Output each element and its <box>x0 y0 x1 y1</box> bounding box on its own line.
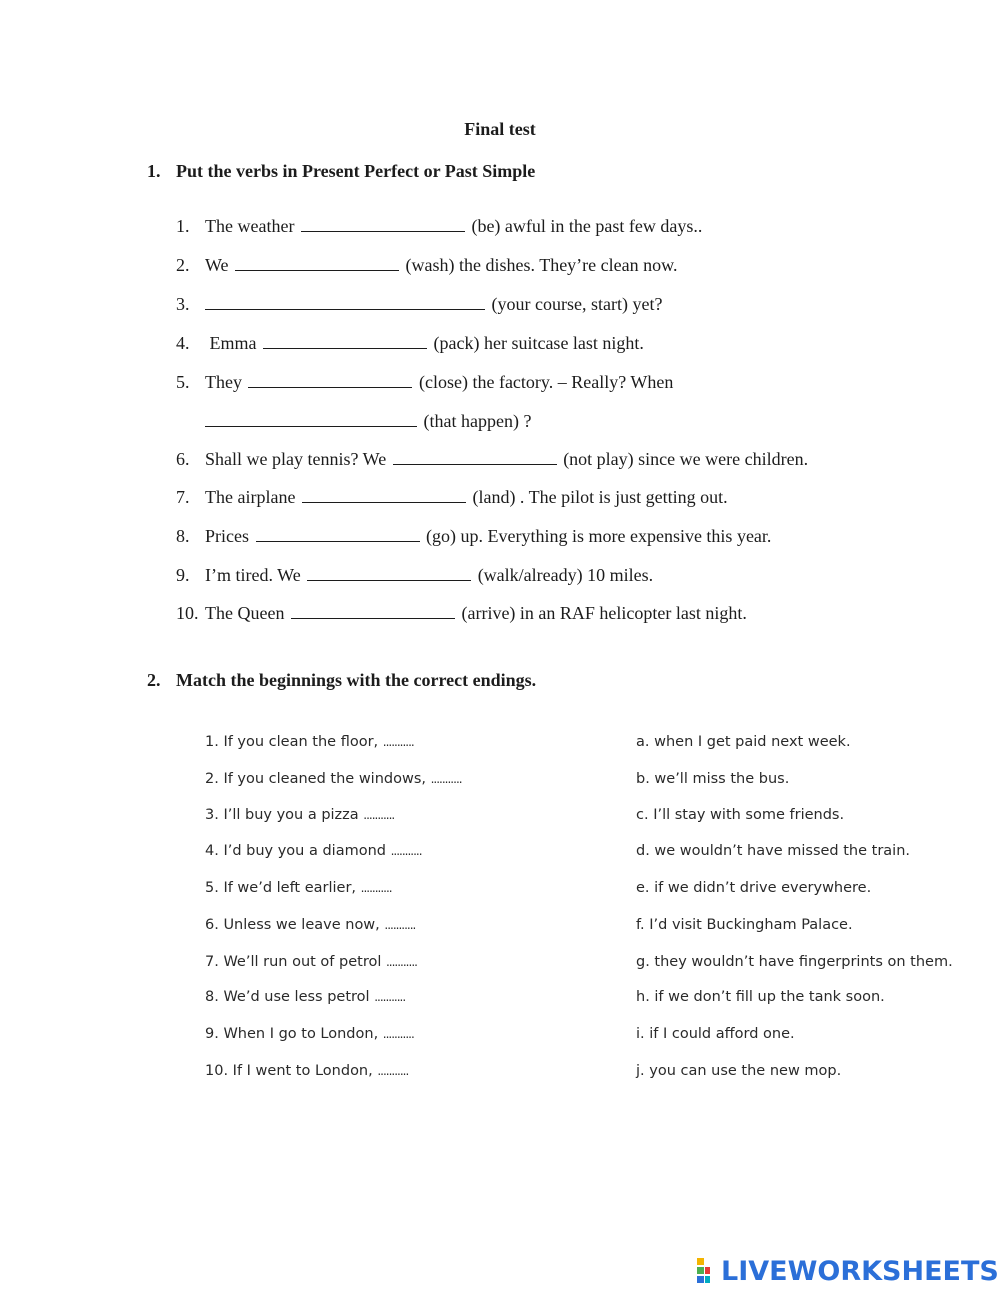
section-1-title: Put the verbs in Present Perfect or Past Simple <box>176 161 536 181</box>
exercise-item: 10. The Queen (arrive) in an RAF helicopter last night. <box>176 603 747 623</box>
answer-blank[interactable] <box>205 412 417 427</box>
match-beginning[interactable]: 6. Unless we leave now, ........... <box>205 917 416 933</box>
match-beginning[interactable]: 10. If I went to London, ........... <box>205 1063 409 1079</box>
exercise-item: 2. We (wash) the dishes. They’re clean now. <box>176 255 678 275</box>
answer-blank[interactable] <box>256 527 420 542</box>
match-beginning[interactable]: 8. We’d use less petrol ........... <box>205 989 406 1005</box>
answer-blank[interactable] <box>248 373 412 388</box>
match-beginning[interactable]: 9. When I go to London, ........... <box>205 1026 414 1042</box>
answer-blank[interactable] <box>302 488 466 503</box>
exercise-item: 8. Prices (go) up. Everything is more expensive this year. <box>176 526 772 546</box>
liveworksheets-logo <box>697 1255 999 1287</box>
match-ending[interactable]: e. if we didn’t drive everywhere. <box>636 880 872 896</box>
match-beginning[interactable]: 4. I’d buy you a diamond ........... <box>205 843 422 859</box>
match-ending[interactable]: a. when I get paid next week. <box>636 734 851 750</box>
exercise-item-continuation: (that happen) ? <box>205 410 531 432</box>
exercise-item: 5. They (close) the factory. – Really? When <box>176 372 674 392</box>
answer-blank[interactable] <box>205 295 485 310</box>
match-beginning[interactable]: 7. We’ll run out of petrol ........... <box>205 954 417 970</box>
section-2-number: 2. <box>147 670 161 690</box>
match-ending[interactable]: b. we’ll miss the bus. <box>636 771 790 787</box>
answer-blank[interactable] <box>235 256 399 271</box>
match-ending[interactable]: g. they wouldn’t have fingerprints on them. <box>636 954 953 970</box>
answer-blank[interactable] <box>301 217 465 232</box>
match-beginning[interactable]: 5. If we’d left earlier, ........... <box>205 880 392 896</box>
match-beginning[interactable]: 1. If you clean the floor, ........... <box>205 734 414 750</box>
exercise-item: 7. The airplane (land) . The pilot is just getting out. <box>176 487 728 507</box>
answer-blank[interactable] <box>263 334 427 349</box>
exercise-item: 3. (your course, start) yet? <box>176 294 663 314</box>
match-ending[interactable]: h. if we don’t fill up the tank soon. <box>636 989 885 1005</box>
exercise-item: 9. I’m tired. We (walk/already) 10 miles. <box>176 565 654 585</box>
section-2-heading <box>147 670 536 691</box>
exercise-item: 6. Shall we play tennis? We (not play) since we were children. <box>176 449 809 469</box>
match-ending[interactable]: j. you can use the new mop. <box>636 1063 842 1079</box>
liveworksheets-logo-icon <box>697 1258 719 1284</box>
match-beginning[interactable]: 3. I’ll buy you a pizza ........... <box>205 807 395 823</box>
match-beginning[interactable]: 2. If you cleaned the windows, ........... <box>205 771 462 787</box>
logo-text: LIVEWORKSHEETS <box>721 1255 999 1287</box>
exercise-item: 4. Emma (pack) her suitcase last night. <box>176 333 644 353</box>
match-ending[interactable]: d. we wouldn’t have missed the train. <box>636 843 911 859</box>
section-1-number: 1. <box>147 161 161 181</box>
exercise-item: 1. The weather (be) awful in the past few days.. <box>176 216 703 236</box>
section-1-heading <box>147 161 535 182</box>
section-2-title: Match the beginnings with the correct endings. <box>176 670 537 690</box>
answer-blank[interactable] <box>307 566 471 581</box>
match-ending[interactable]: c. I’ll stay with some friends. <box>636 807 845 823</box>
answer-blank[interactable] <box>393 450 557 465</box>
match-ending[interactable]: i. if I could afford one. <box>636 1026 795 1042</box>
page-title: Final test <box>464 119 536 139</box>
match-ending[interactable]: f. I’d visit Buckingham Palace. <box>636 917 853 933</box>
answer-blank[interactable] <box>291 604 455 619</box>
